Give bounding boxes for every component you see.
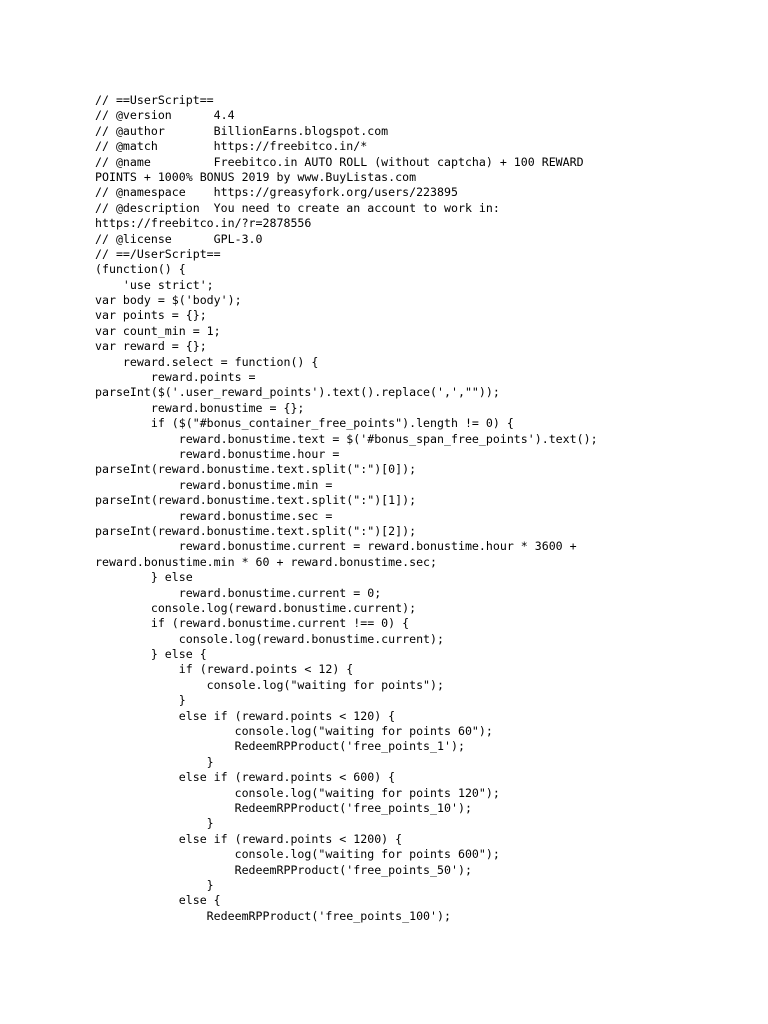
code-line: if ($("#bonus_container_free_points").length != 0) { (95, 416, 514, 431)
code-line: // @name Freebitco.in AUTO ROLL (without captcha) + 100 REWARD (95, 154, 584, 169)
code-line: parseInt(reward.bonustime.text.split(":")[2]); (95, 523, 417, 538)
code-line: reward.bonustime.current = 0; (95, 585, 382, 600)
code-line: // @match https://freebitco.in/* (95, 139, 368, 154)
code-line: else if (reward.points < 120) { (95, 708, 396, 723)
code-line: } else (95, 570, 193, 585)
code-line: } else { (95, 647, 207, 662)
code-line: parseInt(reward.bonustime.text.split(":")[0]); (95, 462, 417, 477)
code-line: // ==UserScript== (95, 93, 214, 107)
code-line: var count_min = 1; (95, 323, 221, 338)
code-line: // @description You need to create an account to work in: (95, 200, 500, 215)
code-line: parseInt($('.user_reward_points').text().replace(',',"")); (95, 385, 500, 400)
code-line: if (reward.bonustime.current !== 0) { (95, 616, 410, 631)
code-line: console.log("waiting for points"); (95, 677, 445, 692)
code-line: reward.bonustime.min * 60 + reward.bonustime.sec; (95, 554, 438, 569)
code-listing (95, 93, 745, 924)
code-line: // @version 4.4 (95, 108, 235, 123)
code-line: console.log("waiting for points 120"); (95, 785, 500, 800)
code-line: https://freebitco.in/?r=2878556 (95, 216, 312, 231)
code-line: } (95, 816, 214, 831)
code-line: RedeemRPProduct('free_points_1'); (95, 739, 465, 754)
code-line: console.log(reward.bonustime.current); (95, 600, 417, 615)
code-line: else if (reward.points < 600) { (95, 770, 396, 785)
code-line: reward.bonustime.hour = (95, 446, 340, 461)
code-line: parseInt(reward.bonustime.text.split(":")[1]); (95, 493, 417, 508)
code-line: (function() { (95, 262, 186, 277)
code-line: console.log("waiting for points 60"); (95, 724, 493, 739)
code-line: // @namespace https://greasyfork.org/users/223895 (95, 185, 458, 200)
code-line: // ==/UserScript== (95, 246, 221, 261)
code-line: reward.bonustime.sec = (95, 508, 333, 523)
code-line: reward.select = function() { (95, 354, 319, 369)
code-line: RedeemRPProduct('free_points_10'); (95, 800, 472, 815)
code-line: console.log(reward.bonustime.current); (95, 631, 445, 646)
code-line: if (reward.points < 12) { (95, 662, 354, 677)
code-line: // @author BillionEarns.blogspot.com (95, 123, 389, 138)
code-line: 'use strict'; (95, 277, 214, 292)
code-line: POINTS + 1000% BONUS 2019 by www.BuyListas.com (95, 169, 417, 184)
code-line: // @license GPL-3.0 (95, 231, 263, 246)
code-line: reward.bonustime = {}; (95, 400, 305, 415)
code-line: } (95, 693, 186, 708)
code-line: reward.points = (95, 370, 256, 385)
code-line: else if (reward.points < 1200) { (95, 831, 403, 846)
code-line: console.log("waiting for points 600"); (95, 847, 500, 862)
code-line: reward.bonustime.text = $('#bonus_span_free_points').text(); (95, 431, 598, 446)
code-line: reward.bonustime.current = reward.bonustime.hour * 3600 + (95, 539, 577, 554)
code-line: } (95, 877, 214, 892)
code-line: var body = $('body'); (95, 293, 242, 308)
code-line: else { (95, 893, 221, 908)
code-line: RedeemRPProduct('free_points_50'); (95, 862, 472, 877)
code-line: var points = {}; (95, 308, 207, 323)
code-line: reward.bonustime.min = (95, 477, 333, 492)
code-line: RedeemRPProduct('free_points_100'); (95, 908, 451, 923)
code-line: var reward = {}; (95, 339, 207, 354)
code-line: } (95, 754, 214, 769)
